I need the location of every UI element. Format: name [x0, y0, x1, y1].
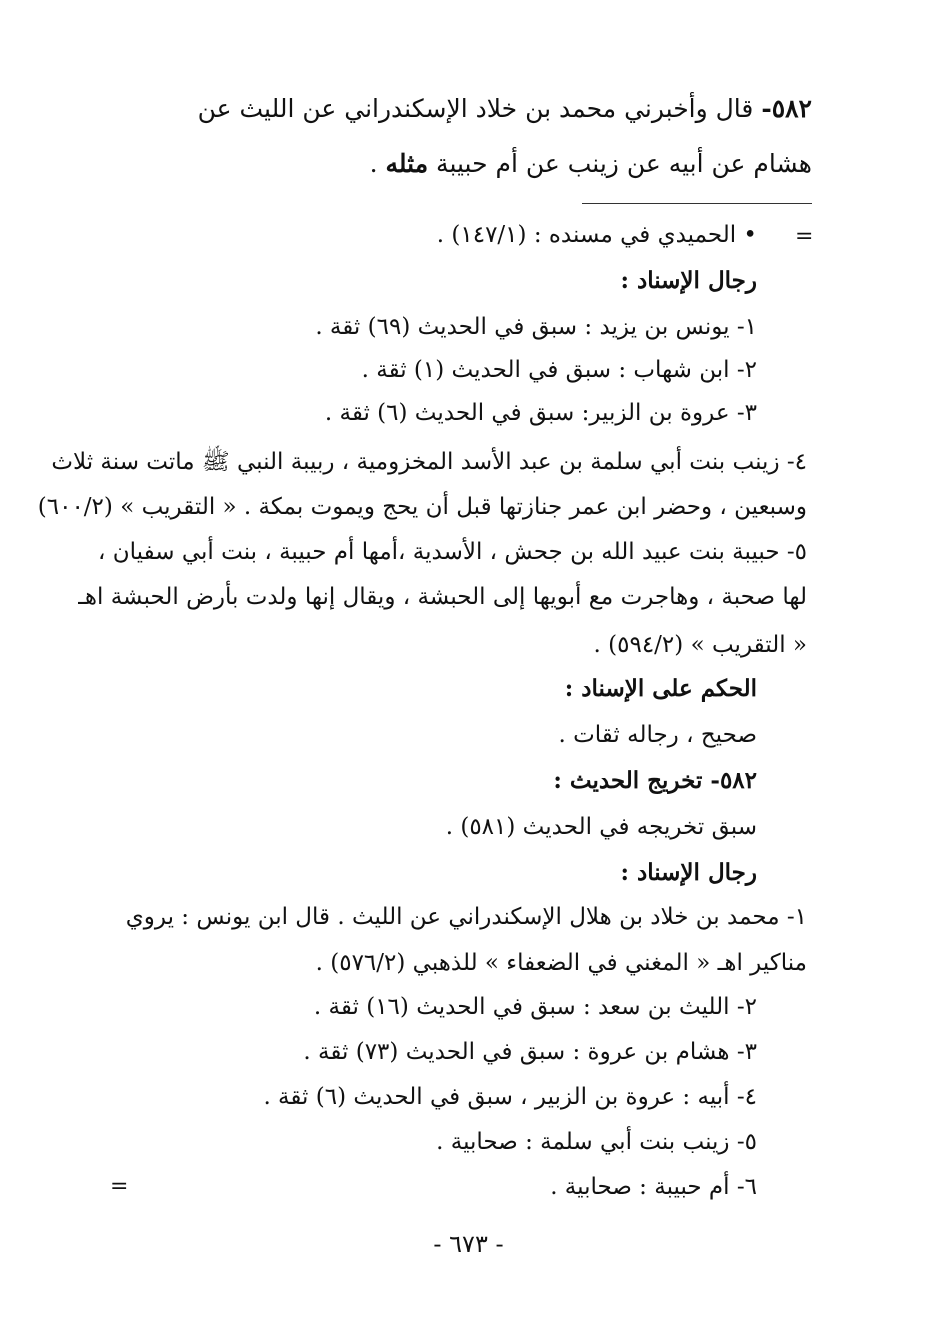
rijal-item-5-line-3: « التقريب » (٥٩٤/٢) .	[593, 632, 807, 658]
humaidi-ref: • الحميدي في مسنده : (١٤٧/١) .	[436, 222, 757, 248]
rijal-item-2: ٢- ابن شهاب : سبق في الحديث (١) ثقة .	[361, 357, 757, 383]
continuation-marker: =	[795, 224, 814, 249]
takhrij-heading: ٥٨٢- تخريج الحديث :	[553, 767, 757, 794]
rijal-item-3: ٣- عروة بن الزبير: سبق في الحديث (٦) ثقة .	[324, 400, 757, 426]
footnote-separator	[582, 203, 812, 204]
rijal-heading-2: رجال الإسناد :	[620, 859, 757, 886]
rijal-item-5-line-1: ٥- حبيبة بنت عبيد الله بن جحش ، الأسدية ،أمها أم حبيبة ، بنت أبي سفيان ،	[98, 539, 807, 565]
rijal-item-1: ١- يونس بن يزيد : سبق في الحديث (٦٩) ثقة .	[315, 314, 757, 340]
page-number: - ٦٧٣ -	[433, 1230, 504, 1258]
rijal-item-5-line-2: لها صحبة ، وهاجرت مع أبويها إلى الحبشة ، ويقال إنها ولدت بأرض الحبشة اهـ	[78, 584, 807, 610]
rijal2-item-2: ٢- الليث بن سعد : سبق في الحديث (١٦) ثقة .	[313, 994, 757, 1020]
rijal2-item-5: ٥- زينب بنت أبي سلمة : صحابية .	[436, 1129, 757, 1155]
hadith-text-1: قال وأخبرني محمد بن خلاد الإسكندراني عن الليث عن	[197, 94, 754, 123]
rijal2-item-1-line-2: مناكير اهـ « المغني في الضعفاء » للذهبي (٥٧٦/٢) .	[315, 950, 807, 976]
hadith-text-2: هشام عن أبيه عن زينب عن أم حبيبة	[436, 149, 812, 178]
hadith-end-dot: .	[369, 149, 378, 178]
rijal2-item-4: ٤- أبيه : عروة بن الزبير ، سبق في الحديث (٦) ثقة .	[263, 1084, 757, 1110]
rijal-item-4-line-2: وسبعين ، وحضر ابن عمر جنازتها قبل أن يحج ويموت بمكة . « التقريب » (٦٠٠/٢)	[37, 494, 807, 520]
hukm-text: صحيح ، رجاله ثقات .	[558, 722, 757, 748]
end-marker: =	[110, 1174, 129, 1199]
rijal2-item-6: ٦- أم حبيبة : صحابية .	[550, 1174, 757, 1200]
hadith-mithlahu: مثله	[385, 149, 429, 178]
hukm-heading: الحكم على الإسناد :	[564, 675, 757, 702]
hadith-number: ٥٨٢-	[761, 94, 812, 123]
hadith-line-2	[370, 147, 812, 181]
rijal2-item-3: ٣- هشام بن عروة : سبق في الحديث (٧٣) ثقة .	[303, 1039, 757, 1065]
takhrij-text: سبق تخريجه في الحديث (٥٨١) .	[445, 814, 757, 840]
rijal-item-4-line-1: ٤- زينب بنت أبي سلمة بن عبد الأسد المخزومية ، ربيبة النبي ﷺ ماتت سنة ثلاث	[51, 449, 807, 475]
rijal-heading-1: رجال الإسناد :	[620, 267, 757, 294]
rijal2-item-1-line-1: ١- محمد بن خلاد بن هلال الإسكندراني عن الليث . قال ابن يونس : يروي	[125, 904, 807, 930]
hadith-line-1	[198, 92, 812, 126]
